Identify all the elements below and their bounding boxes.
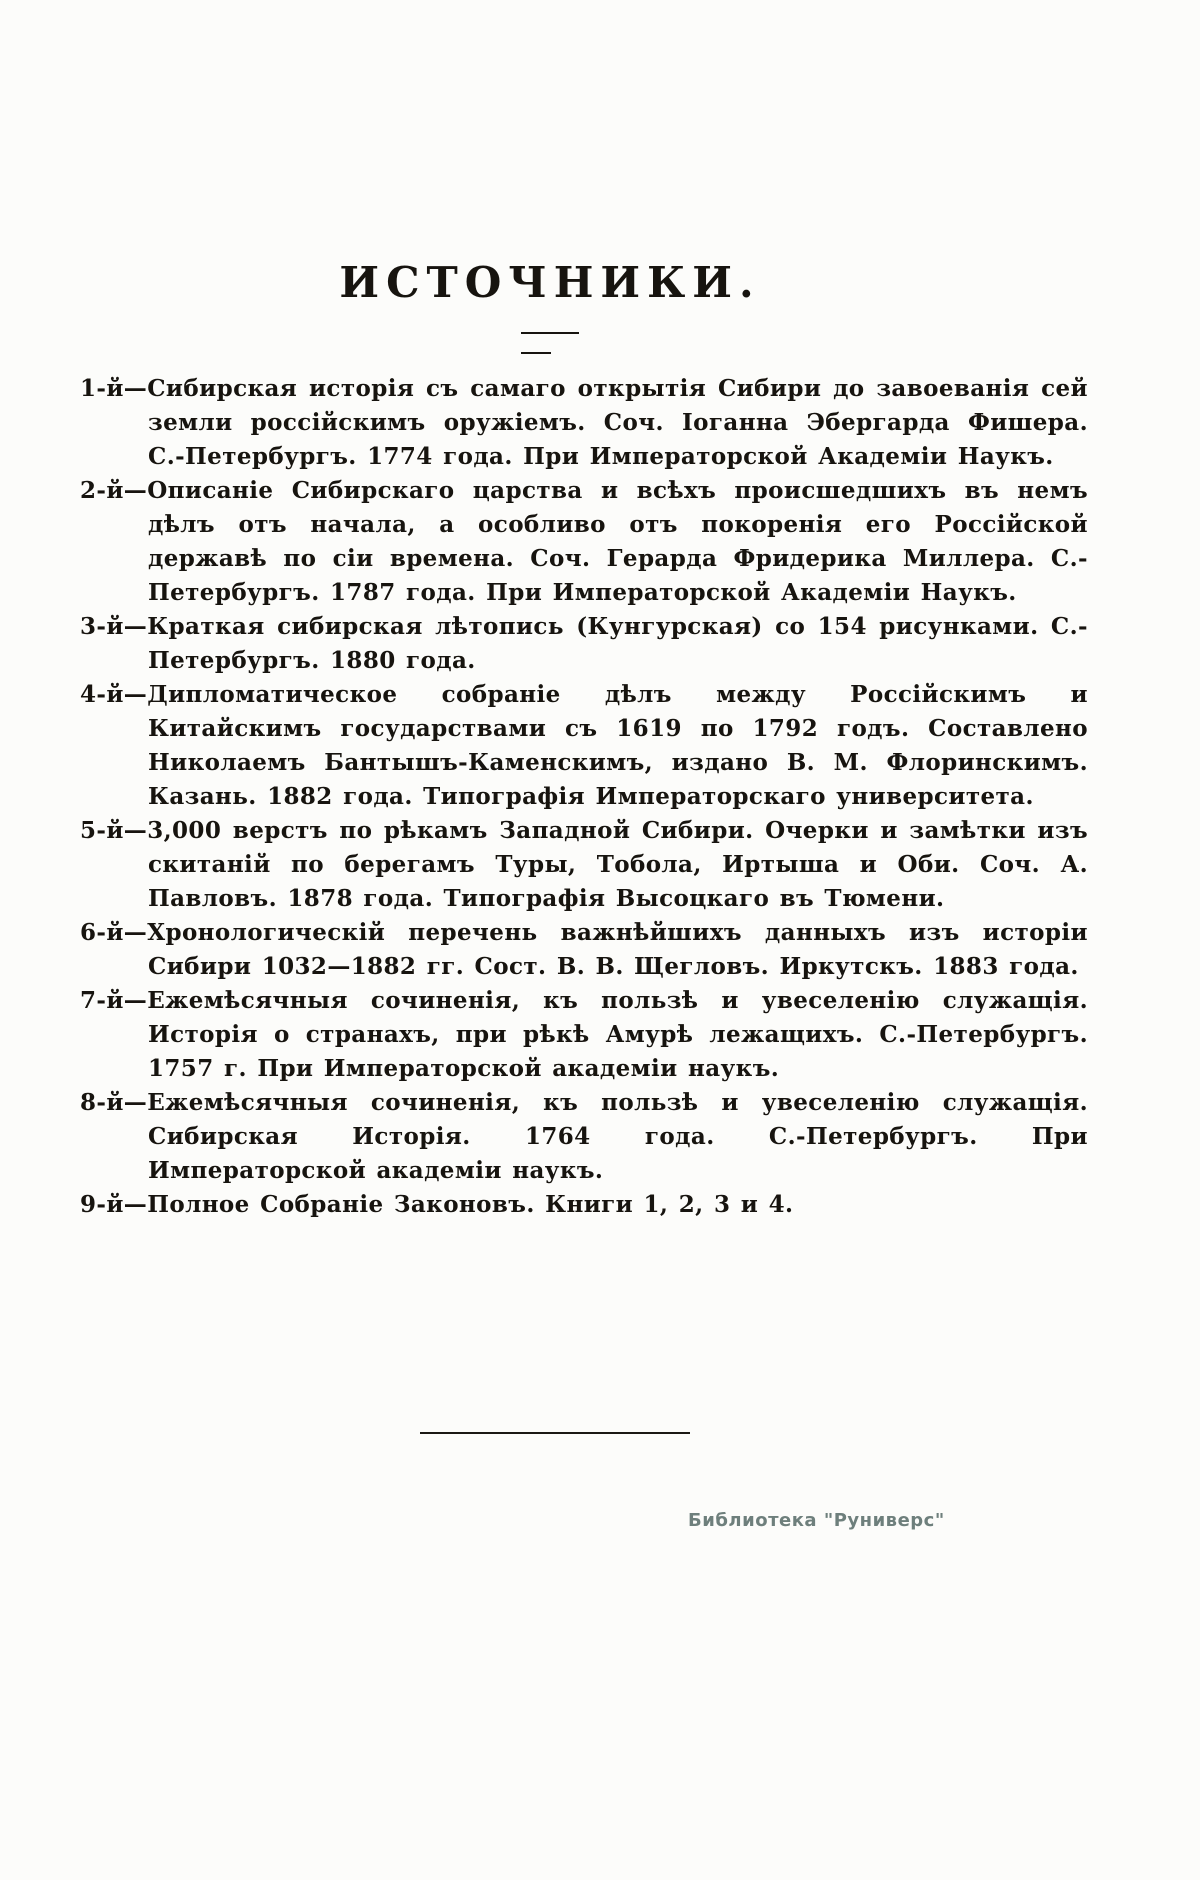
source-entry-4 <box>80 678 1088 814</box>
source-entry-1 <box>80 372 1088 474</box>
entry-text-4: Дипломатическое собраніе дѣлъ между Россійскимъ и Китайскимъ государствами съ 1619 по 1792 годъ. Составлено Николаемъ Бантышъ-Каменскимъ, издано В. М. Флоринскимъ. Казань. 1882 года. Типографія Императорскаго университета. <box>147 681 1088 810</box>
entry-number-9: 9-й— <box>80 1191 148 1218</box>
entry-text-9: Полное Собраніе Законовъ. Книги 1, 2, 3 и 4. <box>147 1191 794 1218</box>
entry-number-2: 2-й— <box>80 477 148 504</box>
sources-list <box>80 372 1088 1222</box>
entry-text-3: Краткая сибирская лѣтопись (Кунгурская) со 154 рисунками. С.-Петербургъ. 1880 года. <box>147 613 1088 674</box>
page-title: ИСТОЧНИКИ. <box>339 258 761 307</box>
source-entry-9 <box>80 1188 1088 1222</box>
title-divider-ornament <box>80 330 1020 344</box>
source-entry-2 <box>80 474 1088 610</box>
entry-number-8: 8-й— <box>80 1089 148 1116</box>
entry-number-1: 1-й— <box>80 375 148 402</box>
footer-divider-rule <box>420 1432 690 1434</box>
entry-text-6: Хронологическій перечень важнѣйшихъ данныхъ изъ исторіи Сибири 1032—1882 гг. Сост. В. В. Щегловъ. Иркутскъ. 1883 года. <box>147 919 1088 980</box>
entry-number-6: 6-й— <box>80 919 148 946</box>
source-entry-8 <box>80 1086 1088 1188</box>
entry-text-1: Сибирская исторія съ самаго открытія Сибири до завоеванія сей земли россійскимъ оружіемъ. Соч. Іоганна Эбергарда Фишера. С.-Петербургъ. 1774 года. При Императорской Академіи Наукъ. <box>147 375 1088 470</box>
ornament-line-short <box>521 352 551 354</box>
source-entry-3 <box>80 610 1088 678</box>
entry-number-5: 5-й— <box>80 817 148 844</box>
entry-number-3: 3-й— <box>80 613 148 640</box>
entry-text-8: Ежемѣсячныя сочиненія, къ пользѣ и увеселенію служащія. Сибирская Исторія. 1764 года. С.-Петербургъ. При Императорской академіи наукъ. <box>147 1089 1088 1184</box>
entry-text-5: 3,000 верстъ по рѣкамъ Западной Сибири. Очерки и замѣтки изъ скитаній по берегамъ Туры, Тобола, Иртыша и Оби. Соч. А. Павловъ. 1878 года. Типографія Высоцкаго въ Тюмени. <box>147 817 1088 912</box>
library-watermark: Библиотека "Руниверс" <box>688 1510 945 1531</box>
source-entry-5 <box>80 814 1088 916</box>
source-entry-6 <box>80 916 1088 984</box>
entry-number-7: 7-й— <box>80 987 148 1014</box>
entry-text-2: Описаніе Сибирскаго царства и всѣхъ происшедшихъ въ немъ дѣлъ отъ начала, а особливо отъ покоренія его Россійской державѣ по сіи времена. Соч. Герарда Фридерика Миллера. С.-Петербургъ. 1787 года. При Императорской Академіи Наукъ. <box>147 477 1088 606</box>
entry-number-4: 4-й— <box>80 681 148 708</box>
entry-text-7: Ежемѣсячныя сочиненія, къ пользѣ и увеселенію служащія. Исторія о странахъ, при рѣкѣ Амурѣ лежащихъ. С.-Петербургъ. 1757 г. При Императорской академіи наукъ. <box>147 987 1088 1082</box>
source-entry-7 <box>80 984 1088 1086</box>
ornament-line-long <box>521 332 579 334</box>
